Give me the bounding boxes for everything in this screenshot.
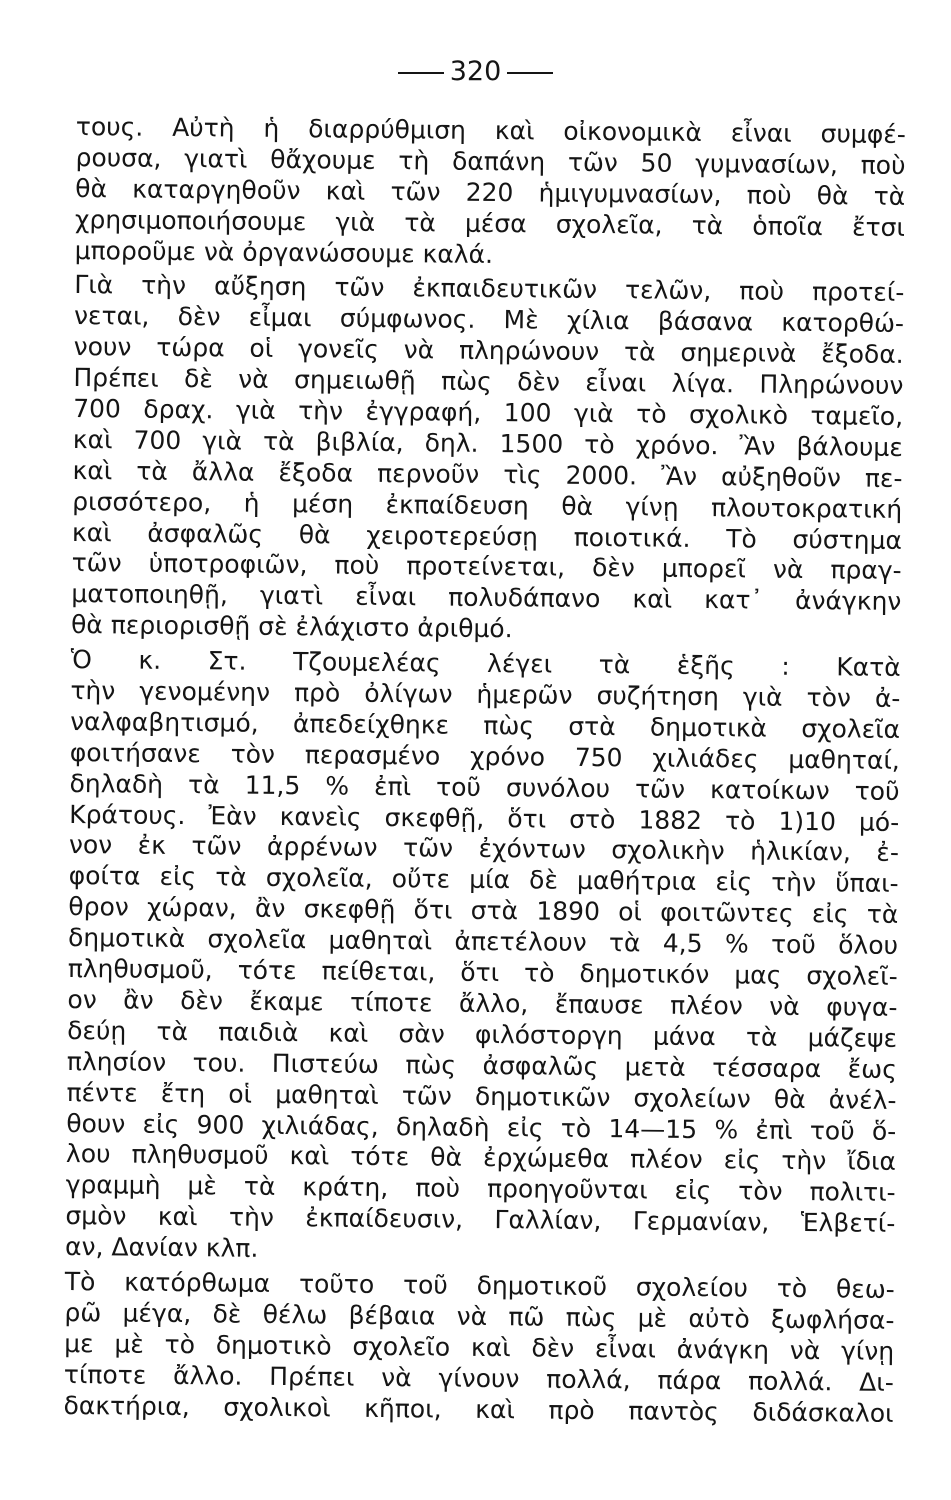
text-line: νον ἐκ τῶν ἀρρένων τῶν ἐχόντων σχολικὴν ἡλικίαν, ἐ-	[68, 830, 900, 868]
text-line: πληθυσμοῦ, τότε πείθεται, ὅτι τὸ δημοτικόν μας σχολεῖ-	[67, 954, 898, 991]
text-line: θουν εἰς 900 χιλιάδας, δηλαδὴ εἰς τὸ 14—15 % ἐπὶ τοῦ ὅ-	[66, 1108, 897, 1146]
text-line: καὶ τὰ ἄλλα ἔξοδα περνοῦν τὶς 2000. Ἂν αὐξηθοῦν πε-	[72, 455, 903, 493]
text-line: δεύῃ τὰ παιδιὰ καὶ σὰν φιλόστοργη μάνα τὰ μάζεψε	[67, 1015, 898, 1053]
text-line: με μὲ τὸ δημοτικὸ σχολεῖο καὶ δὲν εἶναι ἀνάγκη νὰ γίνῃ	[64, 1328, 895, 1366]
text-line: φοιτήσανε τὸν περασμένο χρόνο 750 χιλιάδες μαθηταί,	[69, 737, 900, 775]
text-line: θὰ περιορισθῇ σὲ ἐλάχιστο ἀριθμό.	[70, 610, 513, 644]
text-line: ναλφαβητισμό, ἀπεδείχθηκε πὼς στὰ δημοτικὰ σχολεῖα	[70, 706, 901, 744]
text-line: μποροῦμε νὰ ὀργανώσουμε καλά.	[74, 235, 494, 269]
page-number	[0, 56, 951, 87]
text-line: τὴν γενομένην πρὸ ὀλίγων ἡμερῶν συζήτηση γιὰ τὸν ἀ-	[70, 676, 901, 713]
text-line: λου πληθυσμοῦ καὶ τότε θὰ ἐρχώμεθα πλέον εἰς τὴν ἴδια	[65, 1139, 897, 1177]
text-line: ρουσα, γιατὶ θἄχουμε τὴ δαπάνη τῶν 50 γυμνασίων, ποὺ	[75, 142, 906, 180]
text-line: πλησίον του. Πιστεύω πὼς ἀσφαλῶς μετὰ τέσσαρα ἔως	[66, 1046, 897, 1084]
page-number-value: 320	[449, 56, 502, 87]
text-line: καὶ ἀσφαλῶς θὰ χειροτερεύσῃ ποιοτικά. Τὸ σύστημα	[71, 517, 903, 555]
body-text	[63, 112, 906, 1429]
text-line: Γιὰ τὴν αὔξηση τῶν ἐκπαιδευτικῶν τελῶν, ποὺ προτεί-	[74, 270, 905, 308]
text-line: καὶ 700 γιὰ τὰ βιβλία, δηλ. 1500 τὸ χρόνο. Ἂν βάλουμε	[72, 424, 903, 462]
page-number-left-rule	[398, 72, 444, 74]
text-line: τίποτε ἄλλο. Πρέπει νὰ γίνουν πολλά, πάρα πολλά. Δι-	[63, 1359, 894, 1397]
text-line: δηλαδὴ τὰ 11,5 % ἐπὶ τοῦ συνόλου τῶν κατοίκων τοῦ	[69, 768, 900, 806]
text-line: νεται, δὲν εἶμαι σύμφωνος. Μὲ χίλια βάσανα κατορθώ-	[73, 301, 905, 339]
text-line: δημοτικὰ σχολεῖα μαθηταὶ ἀπετέλουν τὰ 4,5 % τοῦ ὅλου	[67, 923, 899, 961]
text-line: γραμμὴ μὲ τὰ κράτη, ποὺ προηγοῦνται εἰς τὸν πολιτι-	[65, 1170, 896, 1208]
text-line: τους. Αὐτὴ ἡ διαρρύθμιση καὶ οἰκονομικὰ εἶναι συμφέ-	[75, 112, 906, 149]
text-line: σμὸν καὶ τὴν ἐκπαίδευσιν, Γαλλίαν, Γερμανίαν, Ἑλβετί-	[65, 1201, 896, 1239]
text-line: Κράτους. Ἐὰν κανεὶς σκεφθῇ, ὅτι στὸ 1882 τὸ 1)10 μό-	[69, 799, 900, 837]
text-line: ματοποιηθῇ, γιατὶ εἶναι πολυδάπανο καὶ κατ᾽ ἀνάγκην	[71, 579, 902, 617]
text-line: Πρέπει δὲ νὰ σημειωθῇ πὼς δὲν εἶναι λίγα. Πληρώνουν	[73, 363, 904, 401]
page-number-right-rule	[507, 72, 553, 74]
text-line: Τὸ κατόρθωμα τοῦτο τοῦ δημοτικοῦ σχολείου τὸ θεω-	[64, 1266, 895, 1304]
text-line: τῶν ὑποτροφιῶν, ποὺ προτείνεται, δὲν μπορεῖ νὰ πραγ-	[71, 548, 902, 586]
text-line: πέντε ἔτη οἱ μαθηταὶ τῶν δημοτικῶν σχολείων θὰ ἀνέλ-	[66, 1077, 897, 1115]
text-line: αν, Δανίαν κλπ.	[64, 1232, 259, 1263]
text-line: Ὁ κ. Στ. Τζουμελέας λέγει τὰ ἑξῆς : Κατὰ	[70, 645, 901, 683]
text-line: χρησιμοποιήσουμε γιὰ τὰ μέσα σχολεῖα, τὰ ὁποῖα ἔτσι	[74, 204, 906, 242]
text-line: φοίτα εἰς τὰ σχολεῖα, οὔτε μία δὲ μαθήτρια εἰς τὴν ὕπαι-	[68, 861, 899, 899]
text-line: ρῶ μέγα, δὲ θέλω βέβαια νὰ πῶ πὼς μὲ αὐτὸ ξωφλήσα-	[64, 1297, 895, 1335]
text-line: θρον χώραν, ἂν σκεφθῇ ὅτι στὰ 1890 οἱ φοιτῶντες εἰς τὰ	[68, 892, 899, 930]
text-line: νουν τώρα οἱ γονεῖς νὰ πληρώνουν τὰ σημερινὰ ἔξοδα.	[73, 332, 904, 370]
text-line: δακτήρια, σχολικοὶ κῆποι, καὶ πρὸ παντὸς διδάσκαλοι	[63, 1390, 894, 1428]
text-line: ρισσότερο, ἡ μέση ἐκπαίδευση θὰ γίνῃ πλουτοκρατική	[72, 486, 903, 524]
text-line: ον ἂν δὲν ἔκαμε τίποτε ἄλλο, ἔπαυσε πλέον νὰ φυγα-	[67, 984, 898, 1022]
text-line: 700 δραχ. γιὰ τὴν ἐγγραφή, 100 γιὰ τὸ σχολικὸ ταμεῖο,	[73, 394, 904, 431]
text-line: θὰ καταργηθοῦν καὶ τῶν 220 ἡμιγυμνασίων, ποὺ θὰ τὰ	[75, 173, 906, 211]
